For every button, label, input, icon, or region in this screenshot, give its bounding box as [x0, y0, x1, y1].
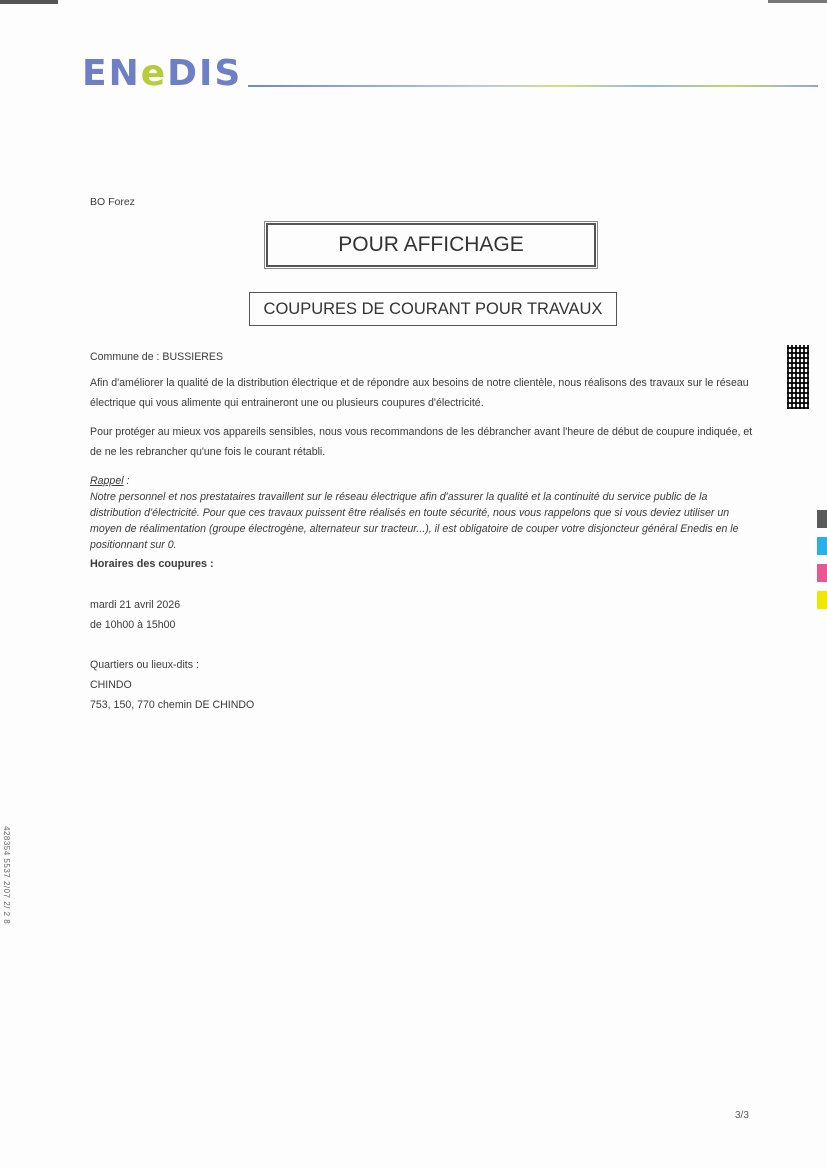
page-subtitle	[249, 292, 617, 326]
quartier-name: CHINDO	[90, 679, 132, 691]
page-title	[266, 223, 596, 267]
page-subtitle-text: COUPURES DE COURANT POUR TRAVAUX	[263, 299, 603, 318]
quartiers-label: Quartiers ou lieux-dits :	[90, 659, 199, 671]
rappel-label: Rappel	[90, 475, 124, 487]
color-swatch-cyan	[817, 537, 827, 555]
outage-date: mardi 21 avril 2026	[90, 599, 181, 611]
horaires-heading: Horaires des coupures :	[90, 558, 214, 570]
rappel-label-suffix: :	[123, 475, 130, 487]
scan-artifact	[768, 0, 827, 3]
scan-artifact	[0, 0, 58, 4]
color-swatch-magenta	[817, 564, 827, 582]
color-swatch-yellow	[817, 591, 827, 609]
color-swatch-black	[817, 510, 827, 528]
quartier-address: 753, 150, 770 chemin DE CHINDO	[90, 699, 255, 711]
enedis-logo: ENeDIS	[82, 53, 243, 94]
rappel-text: Notre personnel et nos prestataires travaillent sur le réseau électrique afin d'assurer la qualité et la continuité du service public de la distribution d'électricité. Pour que ces travaux puissent être réalisés en toute sécurité, nous vous rappelons que si vous deviez utiliser un moyen de réalimentation (groupe électrogène, alternateur sur tracteur...), il est obligatoire de couper votre disjoncteur général Enedis en le positionnant sur 0.	[90, 491, 739, 551]
rappel-block	[90, 473, 750, 553]
header-rule	[248, 85, 818, 87]
datamatrix-barcode	[787, 345, 809, 409]
intro-paragraph: Afin d'améliorer la qualité de la distribution électrique et de répondre aux besoins de notre clientèle, nous réalisons des travaux sur le réseau électrique qui vous alimente qui entraineront une ou plusieurs coupures d'électricité.	[90, 377, 749, 409]
sender: BO Forez	[90, 196, 135, 208]
advice-paragraph: Pour protéger au mieux vos appareils sensibles, nous vous recommandons de les débrancher avant l'heure de début de coupure indiquée, et de ne les rebrancher qu'une fois le courant rétabli.	[90, 426, 753, 458]
page-title-text: POUR AFFICHAGE	[338, 233, 524, 256]
commune: Commune de : BUSSIERES	[90, 351, 224, 363]
outage-time: de 10h00 à 15h00	[90, 619, 176, 631]
margin-code: 428354 5537 2/07 2/ 2 8	[2, 826, 11, 925]
page-number: 3/3	[735, 1110, 749, 1121]
